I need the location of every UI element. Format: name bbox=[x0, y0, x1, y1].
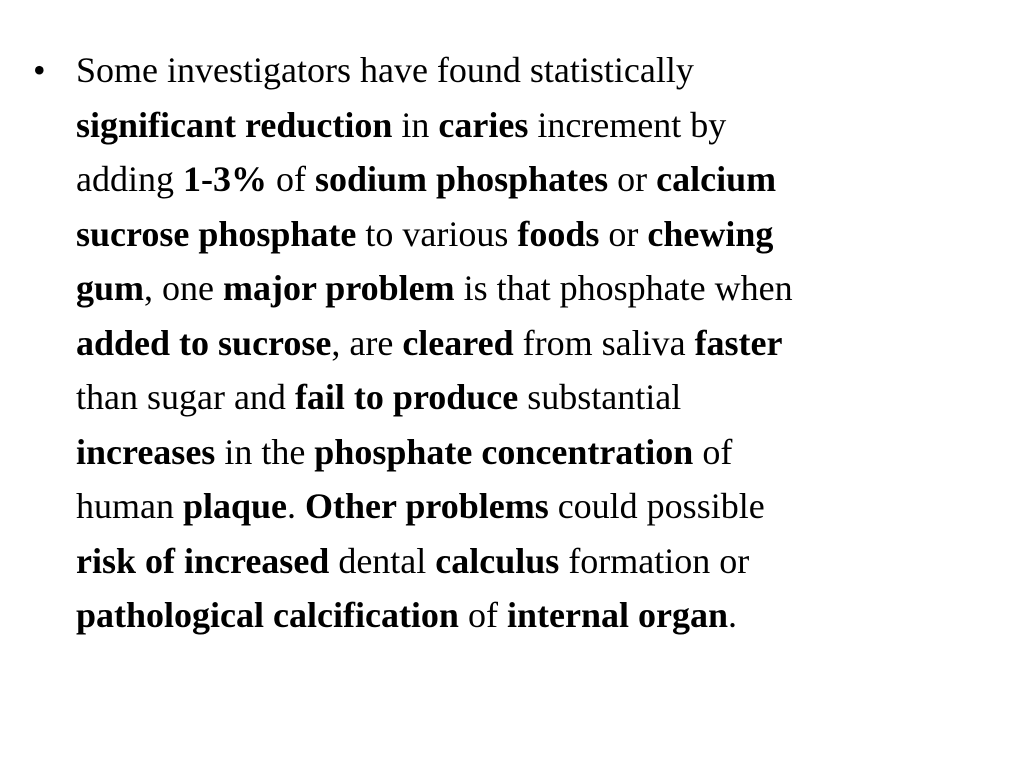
text-segment: substantial bbox=[518, 377, 682, 417]
bold-text-segment: calcium bbox=[656, 159, 777, 199]
text-segment: to various bbox=[356, 213, 518, 254]
bold-text-segment: caries bbox=[438, 104, 529, 145]
text-segment: . bbox=[287, 486, 306, 526]
bullet-icon: • bbox=[33, 50, 46, 90]
text-segment: could possible bbox=[548, 486, 765, 526]
text-segment: in bbox=[392, 104, 439, 145]
text-segment: dental bbox=[329, 540, 436, 581]
bold-text-segment: phosphate concentration bbox=[314, 431, 694, 472]
text-segment: , one bbox=[144, 268, 223, 308]
bold-text-segment: fail to produce bbox=[294, 377, 519, 417]
bold-text-segment: added to sucrose bbox=[76, 322, 332, 363]
bold-text-segment: major problem bbox=[223, 268, 455, 308]
text-segment: of bbox=[693, 431, 733, 472]
bold-text-segment: faster bbox=[694, 322, 783, 363]
text-line bbox=[76, 43, 1006, 98]
text-line bbox=[76, 425, 1006, 480]
bullet-paragraph bbox=[76, 43, 1006, 643]
bold-text-segment: plaque bbox=[182, 486, 288, 526]
text-segment: adding bbox=[76, 159, 183, 199]
text-line bbox=[76, 207, 1006, 262]
text-line bbox=[76, 534, 1006, 589]
text-segment: . bbox=[727, 595, 737, 635]
text-segment: in the bbox=[215, 431, 315, 472]
text-line bbox=[76, 479, 1006, 534]
text-segment: of bbox=[458, 595, 507, 635]
bold-text-segment: pathological calcification bbox=[76, 595, 459, 635]
text-segment: or bbox=[599, 213, 648, 254]
text-line bbox=[76, 152, 1006, 207]
bold-text-segment: increases bbox=[76, 431, 216, 472]
bold-text-segment: calculus bbox=[435, 540, 560, 581]
text-line bbox=[76, 261, 1006, 316]
text-segment: increment by bbox=[528, 104, 727, 145]
bold-text-segment: sucrose phosphate bbox=[76, 213, 357, 254]
bold-text-segment: Other problems bbox=[305, 486, 549, 526]
text-segment: Some investigators have found statistically bbox=[76, 50, 694, 90]
text-line bbox=[76, 588, 1006, 643]
text-segment: from saliva bbox=[513, 322, 695, 363]
bold-text-segment: significant reduction bbox=[76, 104, 393, 145]
text-segment: formation or bbox=[559, 540, 750, 581]
bold-text-segment: chewing bbox=[647, 213, 774, 254]
text-segment: or bbox=[608, 159, 657, 199]
bold-text-segment: gum bbox=[76, 268, 145, 308]
text-line bbox=[76, 316, 1006, 371]
bold-text-segment: sodium phosphates bbox=[314, 159, 609, 199]
bold-text-segment: 1-3% bbox=[182, 159, 267, 199]
text-segment: , are bbox=[331, 322, 403, 363]
text-line bbox=[76, 370, 1006, 425]
text-segment: human bbox=[76, 486, 183, 526]
bold-text-segment: foods bbox=[517, 213, 600, 254]
bold-text-segment: risk of increased bbox=[76, 540, 330, 581]
text-line bbox=[76, 98, 1006, 153]
bold-text-segment: internal organ bbox=[506, 595, 728, 635]
text-segment: of bbox=[266, 159, 315, 199]
bold-text-segment: cleared bbox=[402, 322, 514, 363]
text-segment: than sugar and bbox=[76, 377, 295, 417]
text-segment: is that phosphate when bbox=[454, 268, 793, 308]
